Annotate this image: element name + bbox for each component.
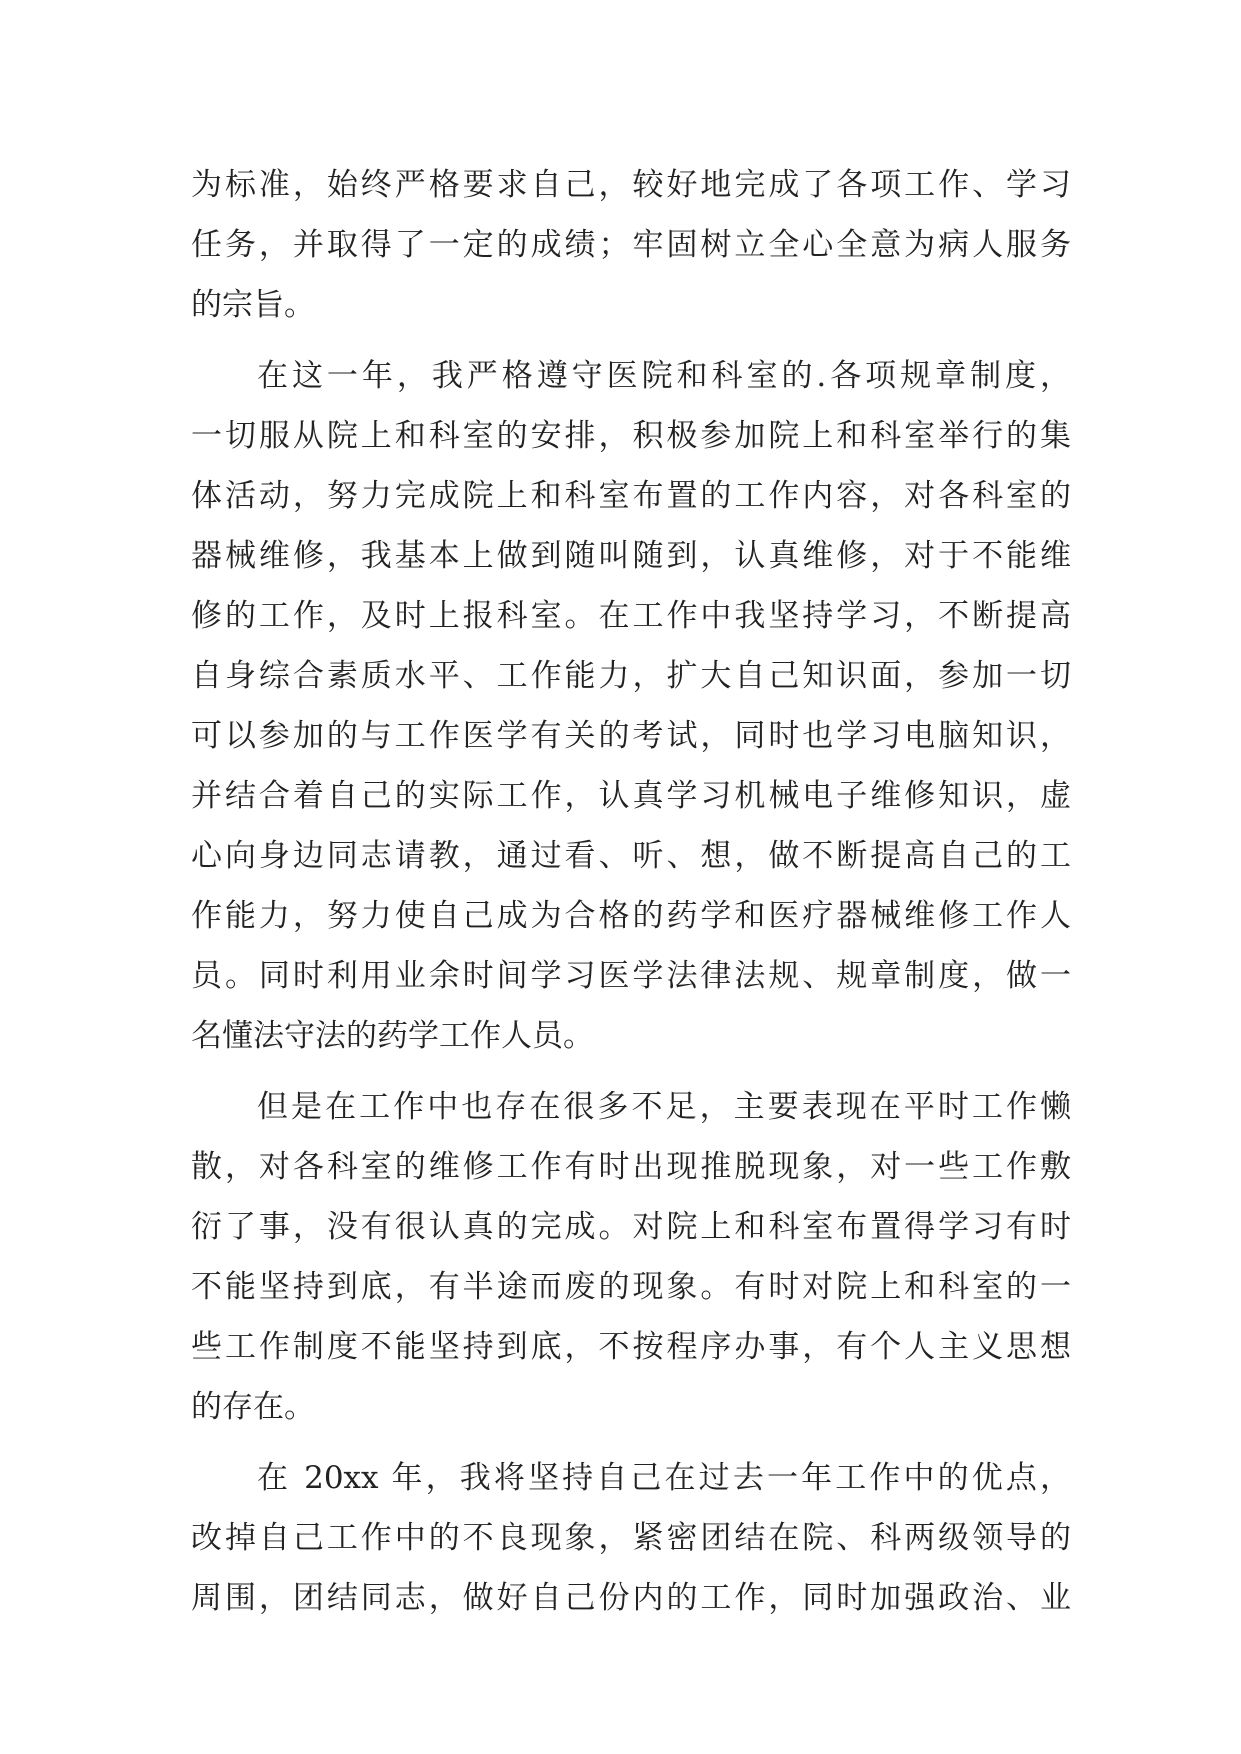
paragraph (191, 346, 1071, 1066)
paragraph (191, 1077, 1071, 1437)
text-line: 为标准，始终严格要求自己，较好地完成了各项工作、学习 (191, 167, 1071, 203)
text-line: 可以参加的与工作医学有关的考试，同时也学习电脑知识， (191, 718, 1071, 754)
text-line: 的宗旨。 (191, 287, 315, 323)
text-line: 自身综合素质水平、工作能力，扩大自己知识面，参加一切 (191, 658, 1071, 694)
text-line: 衍了事，没有很认真的完成。对院上和科室布置得学习有时 (191, 1209, 1071, 1245)
text-line: 体活动，努力完成院上和科室布置的工作内容，对各科室的 (191, 478, 1071, 514)
paragraph (191, 1448, 1071, 1628)
text-line: 心向身边同志请教，通过看、听、想，做不断提高自己的工 (191, 838, 1071, 874)
text-line: 周围，团结同志，做好自己份内的工作，同时加强政治、业 (191, 1580, 1071, 1616)
text-line: 员。同时利用业余时间学习医学法律法规、规章制度，做一 (191, 958, 1071, 994)
text-line: 器械维修，我基本上做到随叫随到，认真维修，对于不能维 (191, 538, 1071, 574)
text-line: 的存在。 (191, 1389, 315, 1425)
text-line: 在 20xx 年，我将坚持自己在过去一年工作中的优点， (257, 1460, 1071, 1496)
text-line: 修的工作，及时上报科室。在工作中我坚持学习，不断提高 (191, 598, 1071, 634)
paragraph (191, 155, 1071, 335)
text-line: 不能坚持到底，有半途而废的现象。有时对院上和科室的一 (191, 1269, 1071, 1305)
text-line: 散，对各科室的维修工作有时出现推脱现象，对一些工作敷 (191, 1149, 1071, 1185)
text-line: 改掉自己工作中的不良现象，紧密团结在院、科两级领导的 (191, 1520, 1071, 1556)
document-body (191, 155, 1071, 1628)
text-line: 并结合着自己的实际工作，认真学习机械电子维修知识，虚 (191, 778, 1071, 814)
text-line: 一切服从院上和科室的安排，积极参加院上和科室举行的集 (191, 418, 1071, 454)
text-line: 作能力，努力使自己成为合格的药学和医疗器械维修工作人 (191, 898, 1071, 934)
text-line: 但是在工作中也存在很多不足，主要表现在平时工作懒 (257, 1089, 1071, 1125)
text-line: 些工作制度不能坚持到底，不按程序办事，有个人主义思想 (191, 1329, 1071, 1365)
text-line: 任务，并取得了一定的成绩；牢固树立全心全意为病人服务 (191, 227, 1071, 263)
text-line: 在这一年，我严格遵守医院和科室的.各项规章制度， (257, 358, 1071, 394)
text-line: 名懂法守法的药学工作人员。 (191, 1018, 594, 1054)
